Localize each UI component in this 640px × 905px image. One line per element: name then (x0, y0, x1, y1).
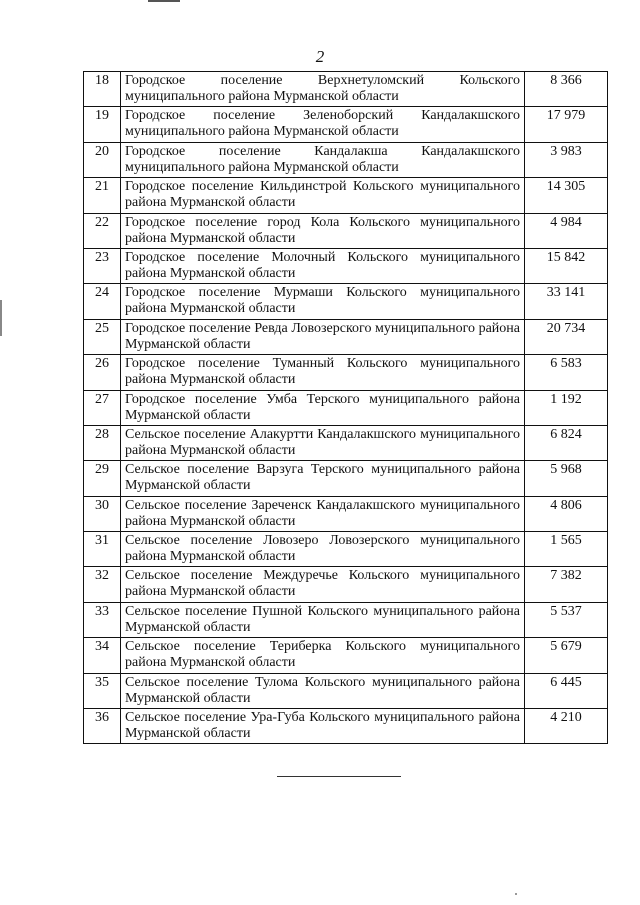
settlement-value: 15 842 (525, 248, 608, 283)
table-row (84, 638, 608, 673)
settlement-name-cell (121, 390, 525, 425)
settlement-name-cell (121, 709, 525, 744)
scan-speck (515, 893, 517, 895)
settlement-value: 4 984 (525, 213, 608, 248)
row-number: 30 (84, 496, 121, 531)
table-row (84, 248, 608, 283)
settlement-name-cell (121, 107, 525, 142)
settlements-table (83, 71, 608, 744)
row-number: 35 (84, 673, 121, 708)
table-row (84, 355, 608, 390)
settlement-name: Городское поселение Туманный Кольского муниципального района Мурманской области (125, 356, 520, 388)
settlement-name: Сельское поселение Ловозеро Ловозерского муниципального района Мурманской области (125, 533, 520, 565)
table-row (84, 284, 608, 319)
settlement-name-cell (121, 248, 525, 283)
settlement-name: Сельское поселение Пушной Кольского муниципального района Мурманской области (125, 603, 520, 635)
settlement-name: Городское поселение город Кола Кольского муниципального района Мурманской области (125, 214, 520, 246)
settlement-name-cell (121, 284, 525, 319)
settlement-name-cell (121, 461, 525, 496)
row-number: 33 (84, 602, 121, 637)
settlement-name: Городское поселение Молочный Кольского муниципального района Мурманской области (125, 249, 520, 281)
settlement-name-cell (121, 355, 525, 390)
row-number: 28 (84, 425, 121, 460)
settlement-name-cell (121, 532, 525, 567)
settlement-name: Городское поселение Кильдинстрой Кольского муниципального района Мурманской области (125, 179, 520, 211)
settlement-value: 33 141 (525, 284, 608, 319)
left-scan-mark (0, 300, 2, 336)
settlement-value: 6 445 (525, 673, 608, 708)
settlement-value: 5 968 (525, 461, 608, 496)
settlement-name-cell (121, 496, 525, 531)
row-number: 23 (84, 248, 121, 283)
settlement-name: Городское поселение Ревда Ловозерского муниципального района Мурманской области (125, 320, 520, 352)
settlement-name: Сельское поселение Зареченск Кандалакшского муниципального района Мурманской области (125, 497, 520, 529)
page-number: 2 (315, 47, 325, 66)
table-row (84, 496, 608, 531)
settlement-name: Городское поселение Умба Терского муниципального района Мурманской области (125, 391, 520, 423)
row-number: 27 (84, 390, 121, 425)
settlement-value: 20 734 (525, 319, 608, 354)
table-row (84, 602, 608, 637)
settlement-name: Сельское поселение Варзуга Терского муниципального района Мурманской области (125, 462, 520, 494)
table-row (84, 709, 608, 744)
table-row (84, 532, 608, 567)
table-row (84, 142, 608, 177)
settlement-name: Городское поселение Кандалакша Кандалакшского муниципального района Мурманской области (125, 143, 520, 175)
settlement-value: 7 382 (525, 567, 608, 602)
closing-line (277, 776, 401, 777)
settlement-name-cell (121, 638, 525, 673)
settlement-name-cell (121, 178, 525, 213)
settlement-name-cell (121, 72, 525, 107)
table-row (84, 319, 608, 354)
row-number: 32 (84, 567, 121, 602)
settlement-name: Городское поселение Зеленоборский Кандалакшского муниципального района Мурманской области (125, 108, 520, 140)
table-row (84, 72, 608, 107)
settlement-value: 6 824 (525, 425, 608, 460)
settlement-value: 17 979 (525, 107, 608, 142)
settlement-value: 1 192 (525, 390, 608, 425)
row-number: 36 (84, 709, 121, 744)
settlement-value: 1 565 (525, 532, 608, 567)
table-row (84, 567, 608, 602)
settlement-name: Сельское поселение Ура-Губа Кольского муниципального района Мурманской области (125, 710, 520, 742)
settlement-value: 4 210 (525, 709, 608, 744)
table-row (84, 425, 608, 460)
row-number: 21 (84, 178, 121, 213)
table-row (84, 107, 608, 142)
settlement-name: Городское поселение Верхнетуломский Кольского муниципального района Мурманской области (125, 73, 520, 104)
settlement-name: Сельское поселение Алакуртти Кандалакшского муниципального района Мурманской области (125, 426, 520, 458)
row-number: 20 (84, 142, 121, 177)
settlement-name: Сельское поселение Тулома Кольского муниципального района Мурманской области (125, 674, 520, 706)
settlements-table-body (84, 72, 608, 744)
settlement-name-cell (121, 602, 525, 637)
settlement-value: 5 679 (525, 638, 608, 673)
settlement-name: Городское поселение Мурмаши Кольского муниципального района Мурманской области (125, 285, 520, 317)
settlement-name-cell (121, 319, 525, 354)
table-row (84, 461, 608, 496)
settlement-name-cell (121, 425, 525, 460)
settlement-name-cell (121, 213, 525, 248)
settlement-value: 6 583 (525, 355, 608, 390)
row-number: 22 (84, 213, 121, 248)
row-number: 18 (84, 72, 121, 107)
table-row (84, 213, 608, 248)
row-number: 34 (84, 638, 121, 673)
settlement-name: Сельское поселение Териберка Кольского муниципального района Мурманской области (125, 639, 520, 671)
table-row (84, 390, 608, 425)
row-number: 24 (84, 284, 121, 319)
row-number: 31 (84, 532, 121, 567)
settlement-value: 5 537 (525, 602, 608, 637)
row-number: 26 (84, 355, 121, 390)
top-scan-mark (148, 0, 180, 2)
table-row (84, 673, 608, 708)
table-row (84, 178, 608, 213)
settlement-name-cell (121, 673, 525, 708)
settlement-name: Сельское поселение Междуречье Кольского муниципального района Мурманской области (125, 568, 520, 600)
row-number: 25 (84, 319, 121, 354)
settlement-value: 4 806 (525, 496, 608, 531)
row-number: 19 (84, 107, 121, 142)
settlement-name-cell (121, 142, 525, 177)
settlement-name-cell (121, 567, 525, 602)
settlement-value: 8 366 (525, 72, 608, 107)
row-number: 29 (84, 461, 121, 496)
settlement-value: 14 305 (525, 178, 608, 213)
settlement-value: 3 983 (525, 142, 608, 177)
